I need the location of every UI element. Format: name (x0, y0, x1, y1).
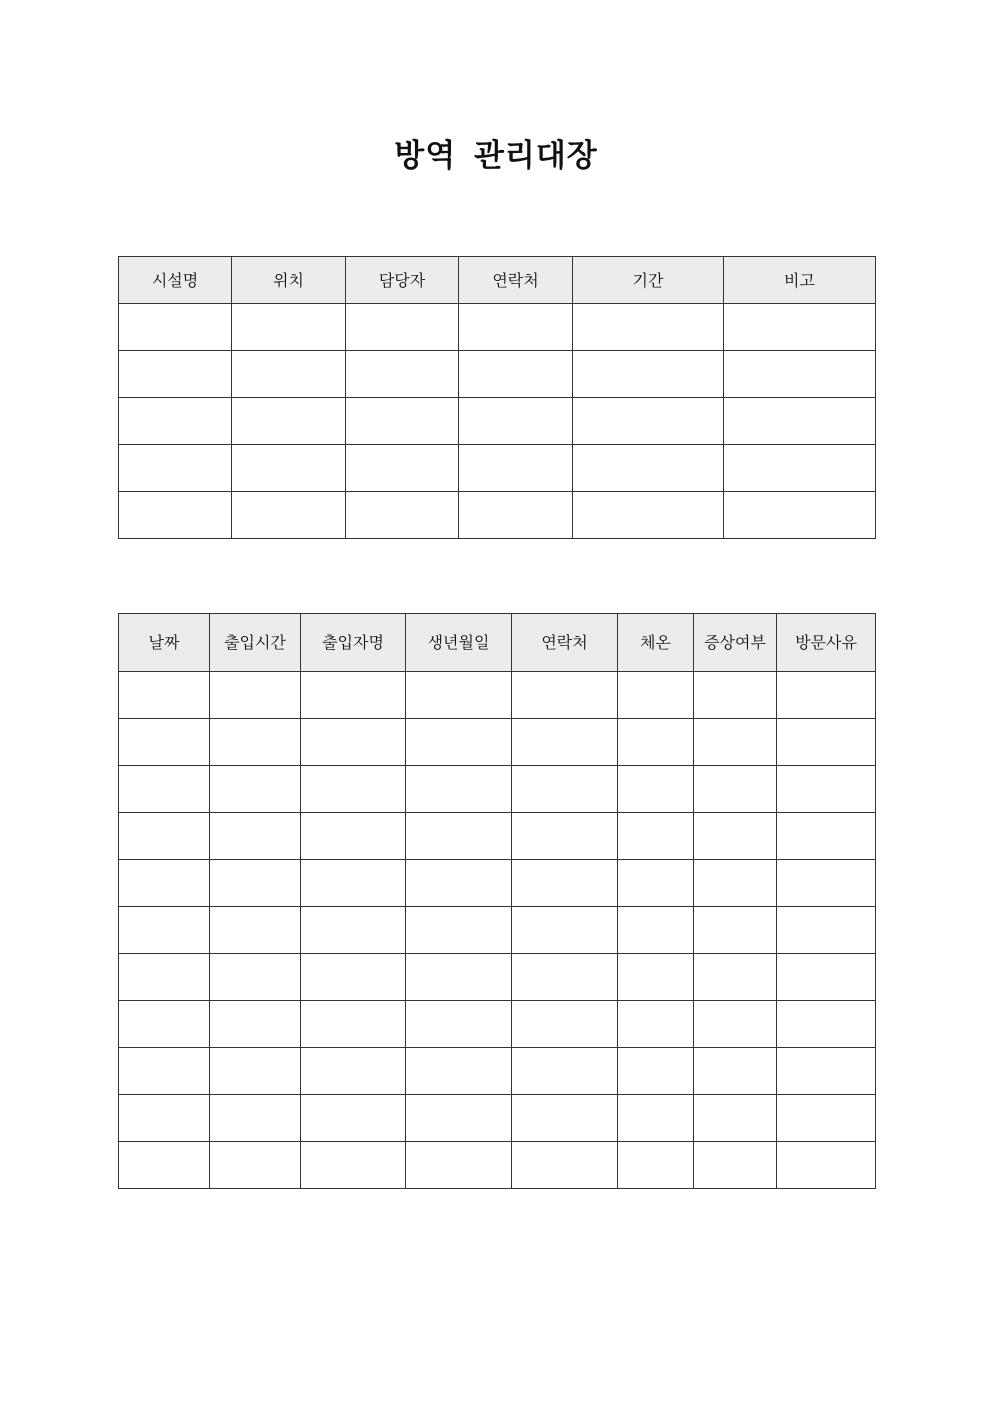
visitor-table-row (119, 1048, 876, 1095)
visitor-table-cell[interactable] (301, 1142, 406, 1189)
visitor-header-birthdate: 생년월일 (406, 614, 512, 672)
visitor-table-row (119, 954, 876, 1001)
facility-table-row (119, 445, 876, 492)
visitor-header-row (119, 614, 876, 672)
visitor-table-cell[interactable] (512, 1048, 618, 1095)
visitor-table-cell[interactable] (406, 1095, 512, 1142)
visitor-table-cell[interactable] (694, 1001, 777, 1048)
visitor-table-cell[interactable] (301, 719, 406, 766)
visitor-table-cell[interactable] (406, 719, 512, 766)
visitor-table-cell[interactable] (210, 907, 301, 954)
facility-table-cell[interactable] (459, 351, 573, 398)
visitor-table-cell[interactable] (210, 813, 301, 860)
facility-table-cell[interactable] (119, 398, 232, 445)
visitor-table-cell[interactable] (406, 813, 512, 860)
visitor-header-temperature: 체온 (618, 614, 694, 672)
facility-table-cell[interactable] (232, 304, 346, 351)
visitor-table-cell[interactable] (301, 907, 406, 954)
visitor-table-cell[interactable] (119, 719, 210, 766)
visitor-table-cell[interactable] (210, 1095, 301, 1142)
visitor-table-row (119, 1001, 876, 1048)
visitor-table-cell[interactable] (618, 1142, 694, 1189)
visitor-table-cell[interactable] (301, 813, 406, 860)
visitor-table-cell[interactable] (406, 766, 512, 813)
facility-table-cell[interactable] (346, 492, 459, 539)
visitor-table-cell[interactable] (512, 860, 618, 907)
visitor-header-contact: 연락처 (512, 614, 618, 672)
visitor-table-cell[interactable] (618, 907, 694, 954)
facility-table-cell[interactable] (459, 492, 573, 539)
visitor-table-cell[interactable] (301, 1048, 406, 1095)
facility-header-location: 위치 (232, 257, 346, 304)
visitor-table-cell[interactable] (406, 860, 512, 907)
facility-table-cell[interactable] (119, 492, 232, 539)
visitor-table-cell[interactable] (512, 1095, 618, 1142)
visitor-table (118, 613, 876, 1189)
visitor-table-cell[interactable] (119, 672, 210, 719)
visitor-table-cell[interactable] (119, 1001, 210, 1048)
visitor-table-body (119, 672, 876, 1189)
visitor-table-cell[interactable] (406, 1142, 512, 1189)
visitor-table-cell[interactable] (512, 1001, 618, 1048)
visitor-table-cell[interactable] (119, 907, 210, 954)
visitor-table-cell[interactable] (210, 860, 301, 907)
visitor-table-cell[interactable] (777, 813, 876, 860)
visitor-table-cell[interactable] (210, 766, 301, 813)
visitor-table-cell[interactable] (210, 1001, 301, 1048)
visitor-table-cell[interactable] (777, 907, 876, 954)
visitor-table-cell[interactable] (406, 1001, 512, 1048)
visitor-table-cell[interactable] (119, 954, 210, 1001)
facility-table-row (119, 304, 876, 351)
visitor-table-cell[interactable] (406, 954, 512, 1001)
visitor-table-cell[interactable] (694, 766, 777, 813)
facility-header-manager: 담당자 (346, 257, 459, 304)
visitor-table-cell[interactable] (512, 672, 618, 719)
facility-table-row (119, 492, 876, 539)
visitor-table-row (119, 1095, 876, 1142)
facility-table-cell[interactable] (346, 445, 459, 492)
visitor-table-cell[interactable] (777, 1142, 876, 1189)
facility-table-cell[interactable] (724, 351, 876, 398)
visitor-table-cell[interactable] (119, 860, 210, 907)
facility-header-contact: 연락처 (459, 257, 573, 304)
visitor-table-cell[interactable] (406, 907, 512, 954)
visitor-table-cell[interactable] (210, 1048, 301, 1095)
visitor-header-symptoms: 증상여부 (694, 614, 777, 672)
visitor-table-cell[interactable] (618, 954, 694, 1001)
visitor-table-cell[interactable] (301, 672, 406, 719)
facility-header-name: 시설명 (119, 257, 232, 304)
visitor-table-cell[interactable] (301, 1001, 406, 1048)
visitor-table-cell[interactable] (301, 1095, 406, 1142)
facility-table-cell[interactable] (573, 304, 724, 351)
visitor-table-cell[interactable] (694, 1095, 777, 1142)
facility-table-cell[interactable] (724, 304, 876, 351)
visitor-table-cell[interactable] (301, 766, 406, 813)
visitor-table-row (119, 1142, 876, 1189)
facility-table-body (119, 304, 876, 539)
visitor-table-cell[interactable] (301, 860, 406, 907)
facility-table-cell[interactable] (119, 445, 232, 492)
visitor-table-cell[interactable] (618, 672, 694, 719)
facility-table (118, 256, 876, 539)
facility-table-cell[interactable] (119, 351, 232, 398)
visitor-table-cell[interactable] (694, 813, 777, 860)
visitor-table-cell[interactable] (618, 1048, 694, 1095)
visitor-table-row (119, 672, 876, 719)
visitor-table-cell[interactable] (694, 860, 777, 907)
facility-table-cell[interactable] (346, 351, 459, 398)
facility-table-cell[interactable] (459, 304, 573, 351)
facility-table-cell[interactable] (573, 445, 724, 492)
visitor-table-cell[interactable] (618, 860, 694, 907)
visitor-table-row (119, 907, 876, 954)
visitor-table-cell[interactable] (512, 766, 618, 813)
visitor-table-cell[interactable] (694, 719, 777, 766)
visitor-header-entry-time: 출입시간 (210, 614, 301, 672)
visitor-table-cell[interactable] (694, 1142, 777, 1189)
visitor-table-cell[interactable] (119, 1142, 210, 1189)
visitor-table-cell[interactable] (512, 907, 618, 954)
visitor-header-visit-reason: 방문사유 (777, 614, 876, 672)
visitor-table-cell[interactable] (119, 1048, 210, 1095)
facility-header-row (119, 257, 876, 304)
visitor-table-cell[interactable] (694, 672, 777, 719)
visitor-table-cell[interactable] (618, 1095, 694, 1142)
facility-table-cell[interactable] (119, 304, 232, 351)
facility-table-cell[interactable] (232, 398, 346, 445)
visitor-table-cell[interactable] (512, 813, 618, 860)
facility-table-cell[interactable] (459, 398, 573, 445)
visitor-table-cell[interactable] (618, 1001, 694, 1048)
visitor-table-cell[interactable] (777, 1001, 876, 1048)
visitor-table-row (119, 813, 876, 860)
visitor-table-cell[interactable] (777, 1048, 876, 1095)
visitor-header-visitor-name: 출입자명 (301, 614, 406, 672)
facility-header-remarks: 비고 (724, 257, 876, 304)
facility-table-row (119, 398, 876, 445)
visitor-table-cell[interactable] (777, 1095, 876, 1142)
visitor-table-cell[interactable] (210, 672, 301, 719)
visitor-table-cell[interactable] (406, 1048, 512, 1095)
facility-table-cell[interactable] (573, 351, 724, 398)
facility-table-cell[interactable] (724, 445, 876, 492)
visitor-table-cell[interactable] (210, 1142, 301, 1189)
visitor-table-cell[interactable] (618, 719, 694, 766)
visitor-table-cell[interactable] (694, 907, 777, 954)
visitor-table-cell[interactable] (777, 954, 876, 1001)
facility-header-period: 기간 (573, 257, 724, 304)
facility-table-cell[interactable] (232, 492, 346, 539)
visitor-table-row (119, 719, 876, 766)
facility-table-row (119, 351, 876, 398)
visitor-table-cell[interactable] (694, 954, 777, 1001)
facility-table-cell[interactable] (346, 398, 459, 445)
document-title: 방역 관리대장 (394, 138, 598, 174)
visitor-table-cell[interactable] (210, 719, 301, 766)
visitor-table-row (119, 860, 876, 907)
visitor-header-date: 날짜 (119, 614, 210, 672)
visitor-table-cell[interactable] (512, 954, 618, 1001)
visitor-table-cell[interactable] (119, 1095, 210, 1142)
facility-table-cell[interactable] (573, 492, 724, 539)
visitor-table-cell[interactable] (777, 860, 876, 907)
facility-table-cell[interactable] (459, 445, 573, 492)
visitor-table-cell[interactable] (777, 672, 876, 719)
visitor-table-cell[interactable] (777, 719, 876, 766)
visitor-table-cell[interactable] (618, 766, 694, 813)
visitor-table-cell[interactable] (777, 766, 876, 813)
visitor-table-cell[interactable] (210, 954, 301, 1001)
visitor-table-cell[interactable] (119, 766, 210, 813)
visitor-table-cell[interactable] (694, 1048, 777, 1095)
facility-table-cell[interactable] (724, 492, 876, 539)
visitor-table-cell[interactable] (119, 813, 210, 860)
facility-table-cell[interactable] (573, 398, 724, 445)
visitor-table-cell[interactable] (406, 672, 512, 719)
facility-table-cell[interactable] (346, 304, 459, 351)
facility-table-cell[interactable] (232, 445, 346, 492)
visitor-table-cell[interactable] (618, 813, 694, 860)
visitor-table-cell[interactable] (512, 1142, 618, 1189)
visitor-table-cell[interactable] (512, 719, 618, 766)
facility-table-cell[interactable] (724, 398, 876, 445)
visitor-table-cell[interactable] (301, 954, 406, 1001)
visitor-table-row (119, 766, 876, 813)
facility-table-cell[interactable] (232, 351, 346, 398)
